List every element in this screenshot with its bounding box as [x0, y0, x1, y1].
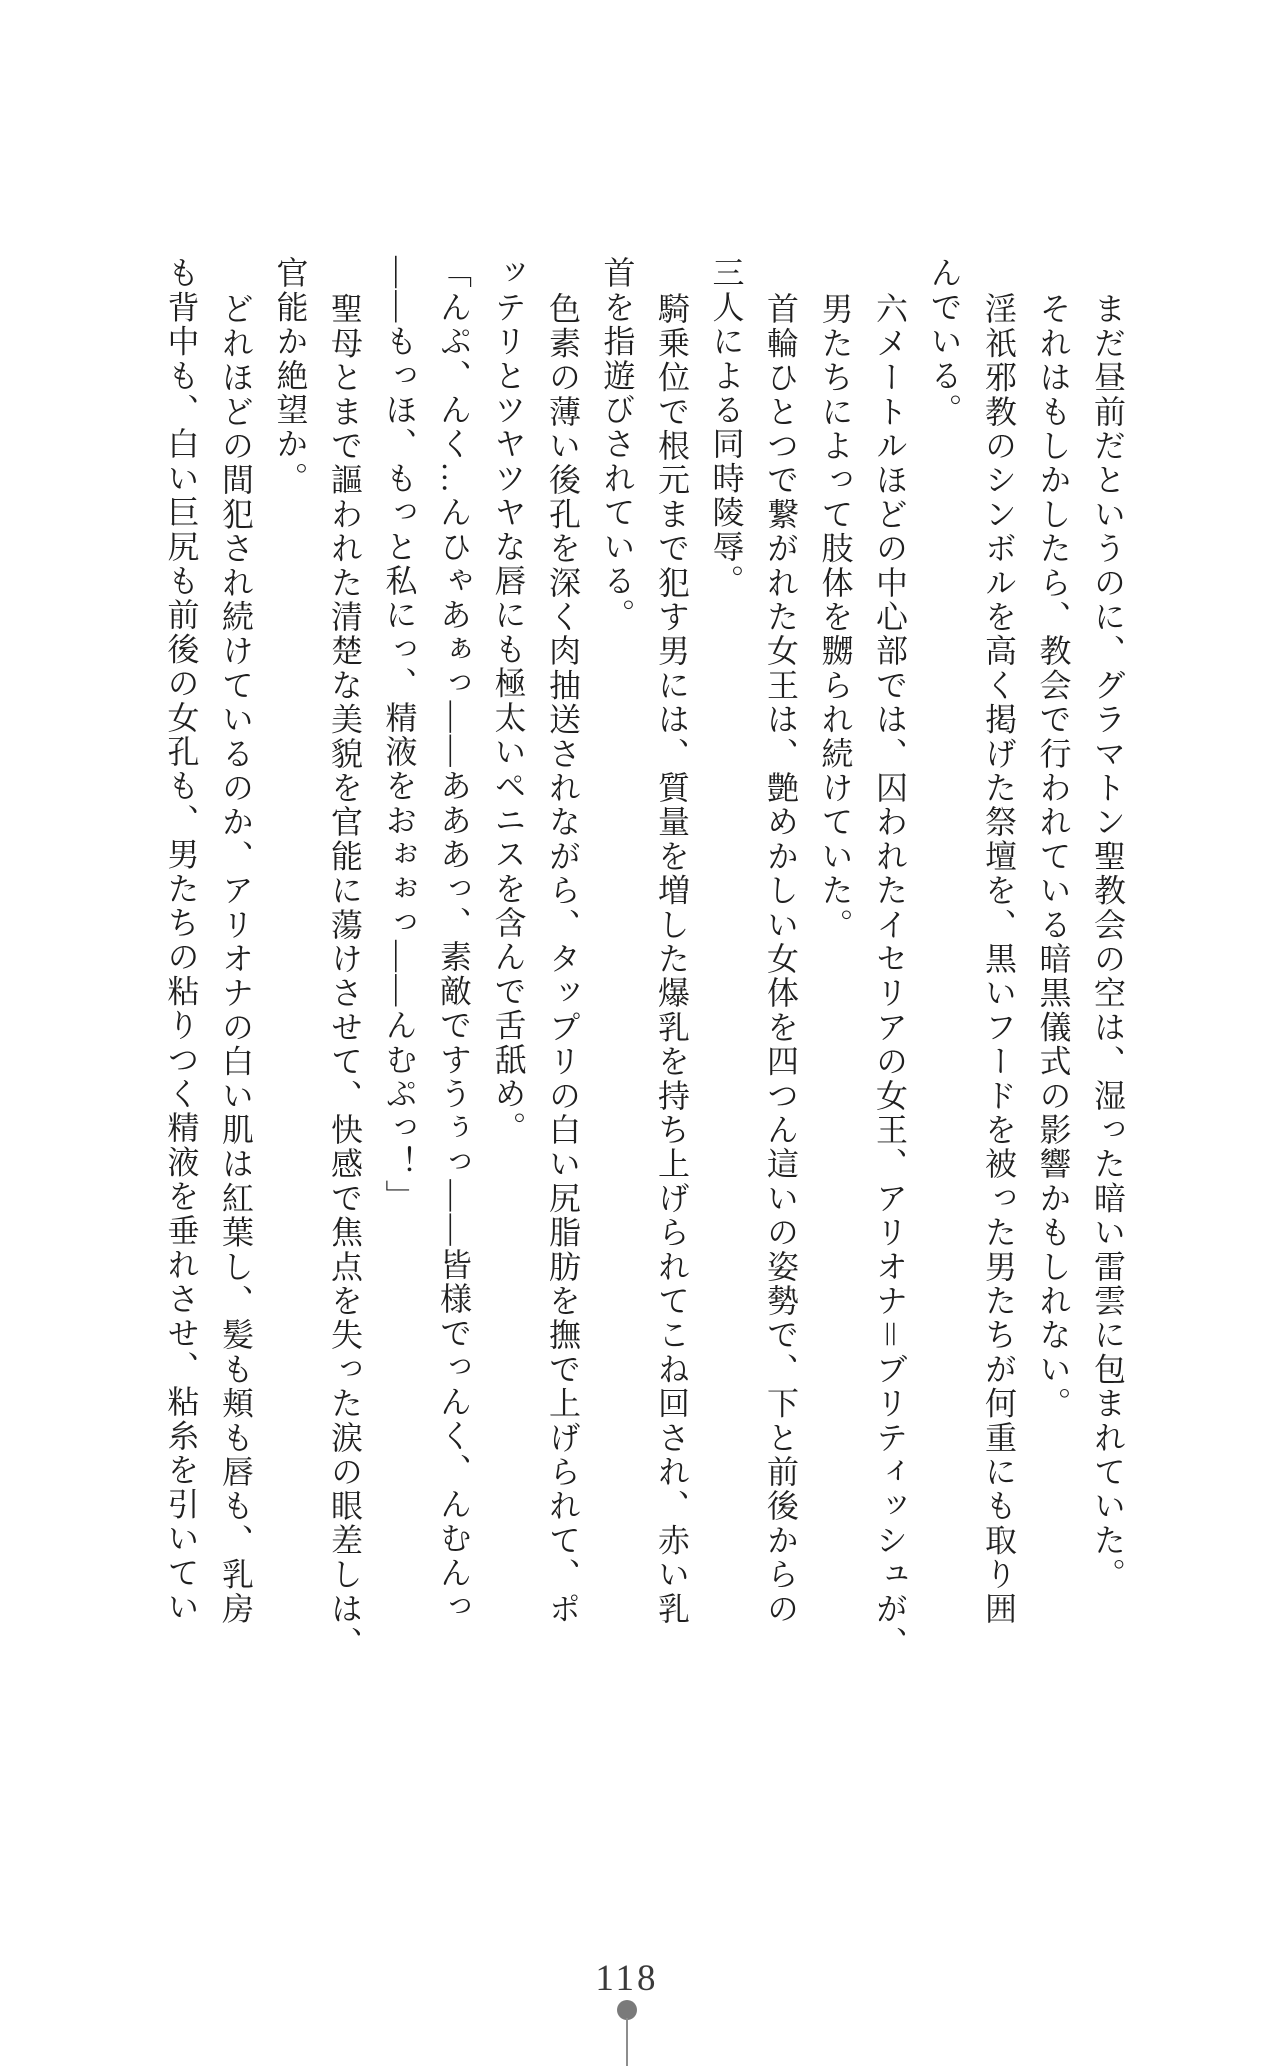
text-column: ――もっほ、もっと私にっ、精液をおぉぉっ――んむぷっ！」: [381, 256, 418, 1214]
text-column: 六メートルほどの中心部では、囚われたイセリアの女王、アリオナ＝ブリティッシュが、: [872, 292, 908, 1660]
page-marker-circle-icon: [617, 2000, 637, 2020]
text-column: 色素の薄い後孔を深く肉抽送されながら、タップリの白い尻脂肪を撫で上げられて、ポ: [545, 292, 581, 1626]
text-column: 騎乗位で根元まで犯す男には、質量を増した爆乳を持ち上げられてこね回され、赤い乳: [654, 292, 690, 1626]
text-column: ッテリとツヤツヤな唇にも極太いペニスを含んで舌舐め。: [490, 256, 527, 1146]
text-column: それはもしかしたら、教会で行われている暗黒儀式の影響かもしれない。: [1035, 292, 1072, 1421]
text-column: どれほどの間犯され続けているのか、アリオナの白い肌は紅葉し、髪も頬も唇も、乳房: [218, 292, 254, 1626]
text-column: も背中も、白い巨尻も前後の女孔も、男たちの粘りつく精液を垂れさせ、粘糸を引いてい: [163, 256, 200, 1624]
text-column: 淫祇邪教のシンボルを高く掲げた祭壇を、黒いフードを被った男たちが何重にも取り囲: [981, 292, 1017, 1626]
novel-text-block: [154, 256, 1135, 1660]
text-column: 三人による同時陵辱。: [708, 256, 745, 598]
page-marker-line: [626, 2018, 628, 2066]
text-column: 聖母とまで謳われた清楚な美貌を官能に蕩けさせて、快感で焦点を失った涙の眼差しは、: [327, 292, 363, 1660]
text-column: んでいる。: [926, 256, 963, 427]
text-column: 官能か絶望か。: [272, 256, 309, 496]
text-column: 男たちによって肢体を嬲られ続けていた。: [817, 292, 854, 942]
text-column: まだ昼前だというのに、グラマトン聖教会の空は、湿った暗い雷雲に包まれていた。: [1090, 292, 1126, 1592]
page-number: 118: [595, 1958, 659, 1999]
text-column: 首輪ひとつで繋がれた女王は、艶めかしい女体を四つん這いの姿勢で、下と前後からの: [763, 292, 799, 1626]
text-column: 首を指遊びされている。: [599, 256, 636, 633]
text-column: 「んぷ、んく…んひゃあぁっ――あああっ、素敵ですうぅっ――皆様でっんく、んむんっ: [436, 256, 472, 1624]
